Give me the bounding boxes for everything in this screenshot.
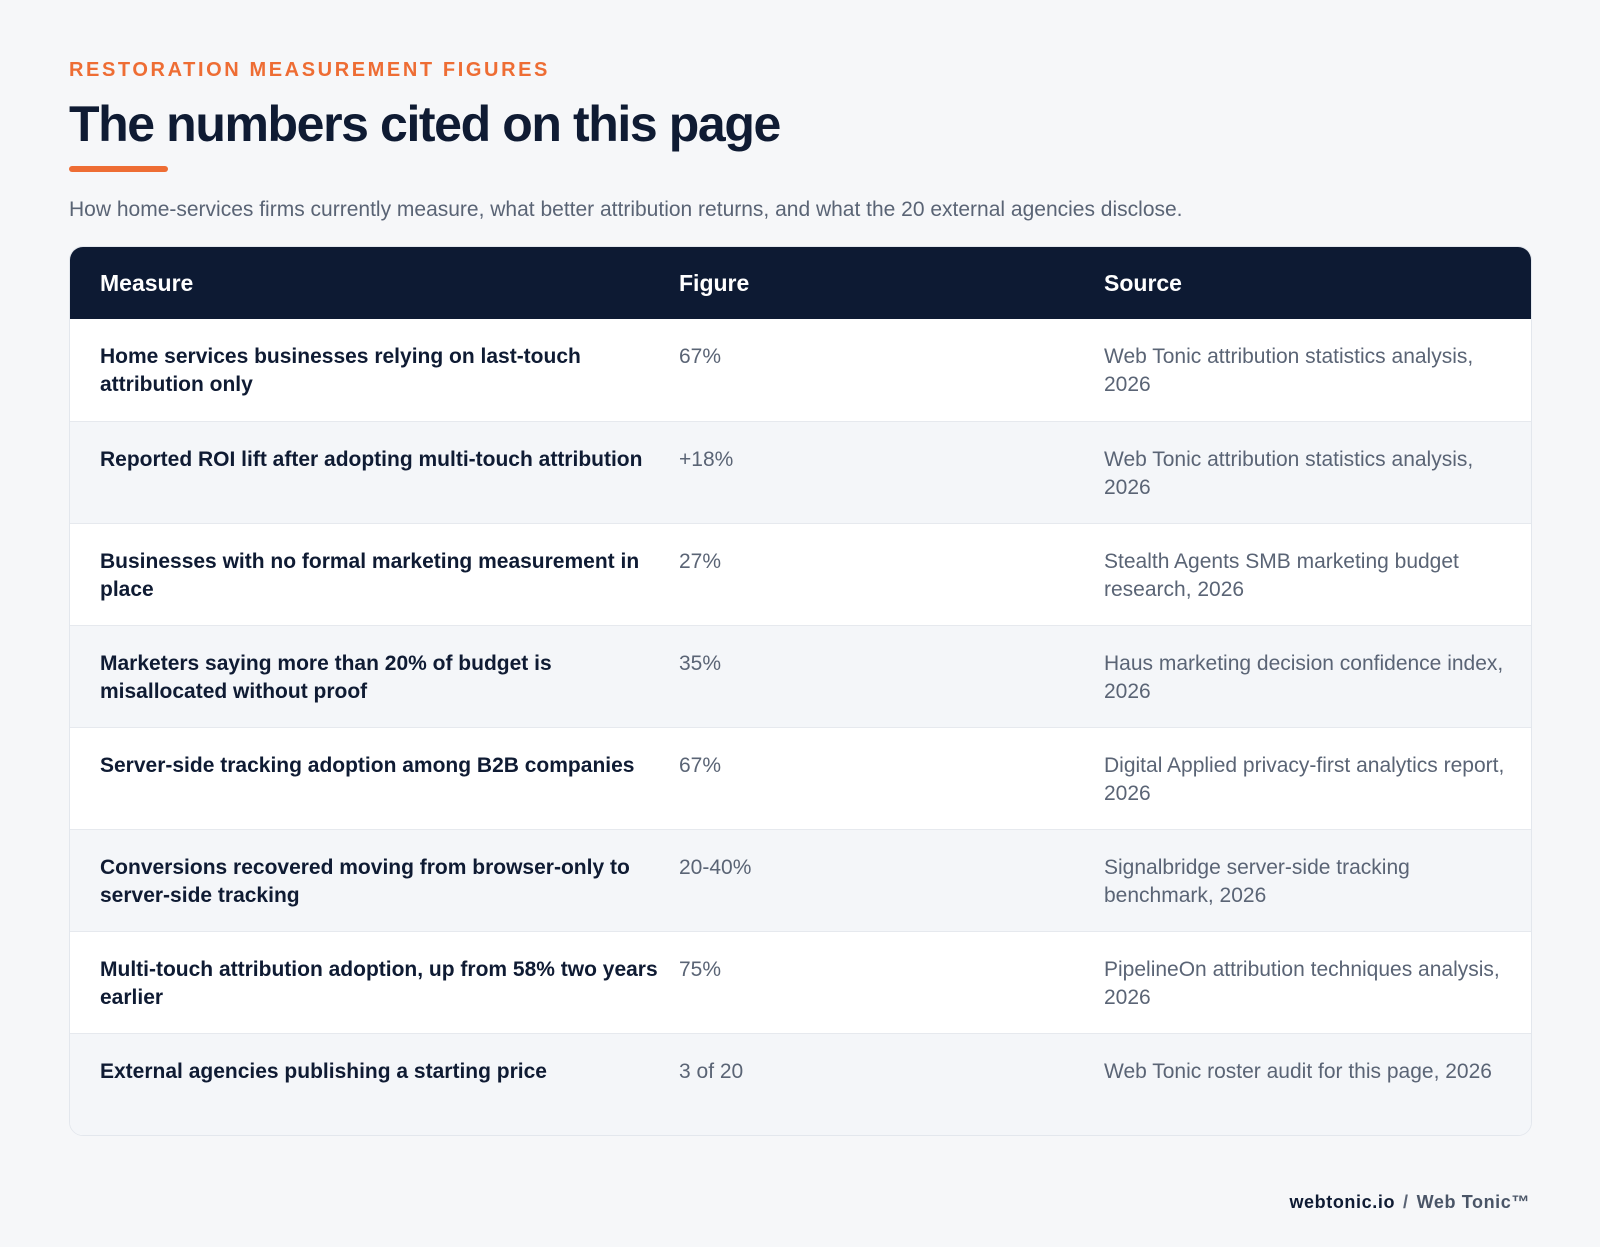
figure-cell: 27%: [679, 550, 722, 573]
figure-cell: 67%: [679, 754, 722, 777]
source-cell: Web Tonic attribution statistics analysis, 2026: [1104, 345, 1474, 396]
figure-cell: 75%: [679, 958, 722, 981]
column-header-source: Source: [1104, 269, 1182, 296]
measure-cell: Marketers saying more than 20% of budget is misallocated without proof: [100, 652, 552, 703]
footer-separator: /: [1403, 1192, 1409, 1212]
eyebrow-label: RESTORATION MEASUREMENT FIGURES: [69, 59, 550, 81]
source-cell: Web Tonic roster audit for this page, 2026: [1104, 1060, 1492, 1083]
measure-cell: External agencies publishing a starting price: [100, 1060, 547, 1083]
source-cell: Signalbridge server-side tracking benchmark, 2026: [1104, 856, 1410, 907]
measure-cell: Businesses with no formal marketing measurement in place: [100, 550, 640, 601]
figure-cell: 67%: [679, 345, 722, 368]
table-header: [70, 247, 1531, 319]
footer-brand: Web Tonic™: [1416, 1192, 1530, 1212]
table-row: [70, 727, 1531, 829]
table-row: [70, 1033, 1531, 1135]
column-header-measure: Measure: [100, 269, 194, 296]
measure-cell: Reported ROI lift after adopting multi-touch attribution: [100, 448, 643, 471]
measure-cell: Home services businesses relying on last-touch attribution only: [100, 345, 581, 396]
footer-domain: webtonic.io: [1289, 1192, 1396, 1212]
source-cell: Haus marketing decision confidence index, 2026: [1104, 652, 1504, 703]
footer-credit: [1289, 1192, 1530, 1213]
page: [69, 58, 1530, 1136]
table-body: [70, 319, 1531, 1135]
figures-table: [69, 246, 1532, 1136]
table-row: [70, 523, 1531, 625]
table-row: [70, 319, 1531, 421]
table-row: [70, 829, 1531, 931]
page-subtitle: How home-services firms currently measure, what better attribution returns, and what the 20 external agencies disclose.: [69, 198, 1183, 221]
figure-cell: +18%: [679, 448, 734, 471]
source-cell: PipelineOn attribution techniques analysis, 2026: [1104, 958, 1500, 1009]
table-row: [70, 421, 1531, 523]
figure-cell: 3 of 20: [679, 1060, 744, 1083]
figure-cell: 35%: [679, 652, 722, 675]
figure-cell: 20-40%: [679, 856, 752, 879]
page-title: The numbers cited on this page: [69, 96, 780, 152]
column-header-figure: Figure: [679, 269, 750, 296]
table-row: [70, 625, 1531, 727]
source-cell: Stealth Agents SMB marketing budget research, 2026: [1104, 550, 1459, 601]
measure-cell: Server-side tracking adoption among B2B companies: [100, 754, 635, 777]
title-underline: [69, 166, 168, 172]
source-cell: Web Tonic attribution statistics analysis, 2026: [1104, 448, 1474, 499]
measure-cell: Conversions recovered moving from browser-only to server-side tracking: [100, 856, 630, 907]
measure-cell: Multi-touch attribution adoption, up from 58% two years earlier: [100, 958, 658, 1009]
table-row: [70, 931, 1531, 1033]
source-cell: Digital Applied privacy-first analytics report, 2026: [1104, 754, 1505, 805]
